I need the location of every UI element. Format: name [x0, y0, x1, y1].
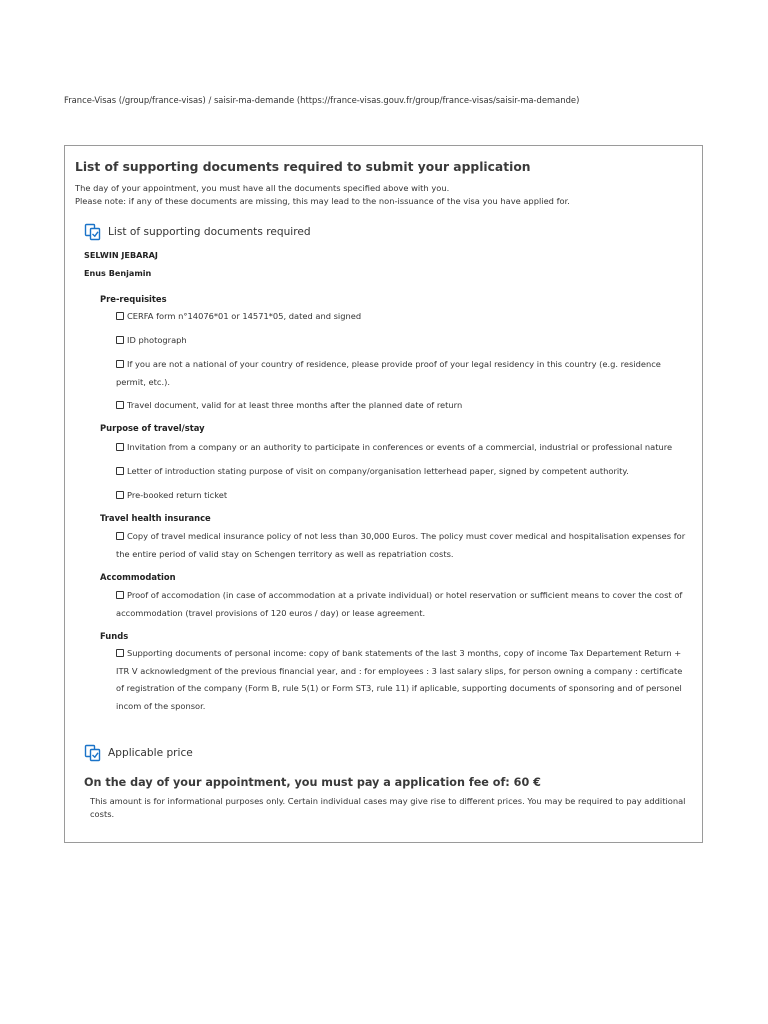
supporting-documents-card	[64, 145, 703, 843]
checklist-item: Invitation from a company or an authority to participate in conferences or events of a commercial, industrial or professional nature	[116, 439, 686, 457]
checklist-item: Supporting documents of personal income: copy of bank statements of the last 3 months, copy of income Tax Departement Return + ITR V acknowledgment of the previous financial year, and : for employees : 3 last salary slips, for person owning a company : certificate of registration of the company (Form B, rule 5(1) or Form ST3, rule 11) if aplicable, supporting documents of sponsoring and of personel incom of the sponsor.	[116, 648, 683, 711]
checklist-item: Pre-booked return ticket	[116, 487, 686, 505]
price-section-header	[84, 744, 193, 762]
checkbox[interactable]	[116, 443, 124, 451]
applicant-secondary-name: Enus Benjamin	[84, 268, 152, 278]
checkbox[interactable]	[116, 591, 124, 599]
checklist-item: Travel document, valid for at least three months after the planned date of return	[116, 397, 686, 415]
category-funds: Funds	[100, 631, 129, 641]
checkbox[interactable]	[116, 532, 124, 540]
missing-documents-warning: Please note: if any of these documents are missing, this may lead to the non-issuance of the visa you have applied for.	[75, 196, 570, 206]
checklist-item: If you are not a national of your country of residence, please provide proof of your legal residency in this country (e.g. residence permit, etc.).	[116, 359, 661, 387]
checklist-item: Copy of travel medical insurance policy of not less than 30,000 Euros. The policy must cover medical and hospitalisation expenses for the entire period of valid stay on Schengen territory as well as repatriation costs.	[116, 531, 686, 559]
checkbox[interactable]	[116, 649, 124, 657]
checklist-item: CERFA form n°14076*01 or 14571*05, dated and signed	[116, 308, 686, 326]
category-prerequisites: Pre-requisites	[100, 294, 167, 304]
applicant-name: SELWIN JEBARAJ	[84, 250, 158, 260]
checklist-item: Proof of accomodation (in case of accommodation at a private individual) or hotel reservation or sufficient means to cover the cost of accommodation (travel provisions of 120 euros / day) or lease agreement.	[116, 590, 683, 618]
price-disclaimer: This amount is for informational purposes only. Certain individual cases may give rise to different prices. You may be required to pay additional costs.	[90, 796, 686, 819]
documents-section-header	[84, 223, 311, 241]
price-section-title: Applicable price	[108, 747, 193, 759]
documents-icon	[84, 744, 102, 762]
breadcrumb[interactable]: France-Visas (/group/france-visas) / saisir-ma-demande (https://france-visas.gouv.fr/group/france-visas/saisir-ma-demande)	[64, 95, 580, 105]
card-title: List of supporting documents required to submit your application	[75, 160, 531, 174]
checkbox[interactable]	[116, 360, 124, 368]
checkbox[interactable]	[116, 312, 124, 320]
category-purpose: Purpose of travel/stay	[100, 423, 205, 433]
checkbox[interactable]	[116, 401, 124, 409]
checklist-item: Letter of introduction stating purpose of visit on company/organisation letterhead paper, signed by competent authority.	[116, 463, 686, 481]
checkbox[interactable]	[116, 467, 124, 475]
documents-icon	[84, 223, 102, 241]
checklist-item: ID photograph	[116, 332, 686, 350]
checkbox[interactable]	[116, 491, 124, 499]
application-fee: On the day of your appointment, you must pay a application fee of: 60 €	[84, 776, 541, 789]
documents-section-title: List of supporting documents required	[108, 226, 311, 238]
category-accommodation: Accommodation	[100, 572, 176, 582]
checkbox[interactable]	[116, 336, 124, 344]
category-health-insurance: Travel health insurance	[100, 513, 211, 523]
appointment-note: The day of your appointment, you must have all the documents specified above with you.	[75, 183, 450, 193]
